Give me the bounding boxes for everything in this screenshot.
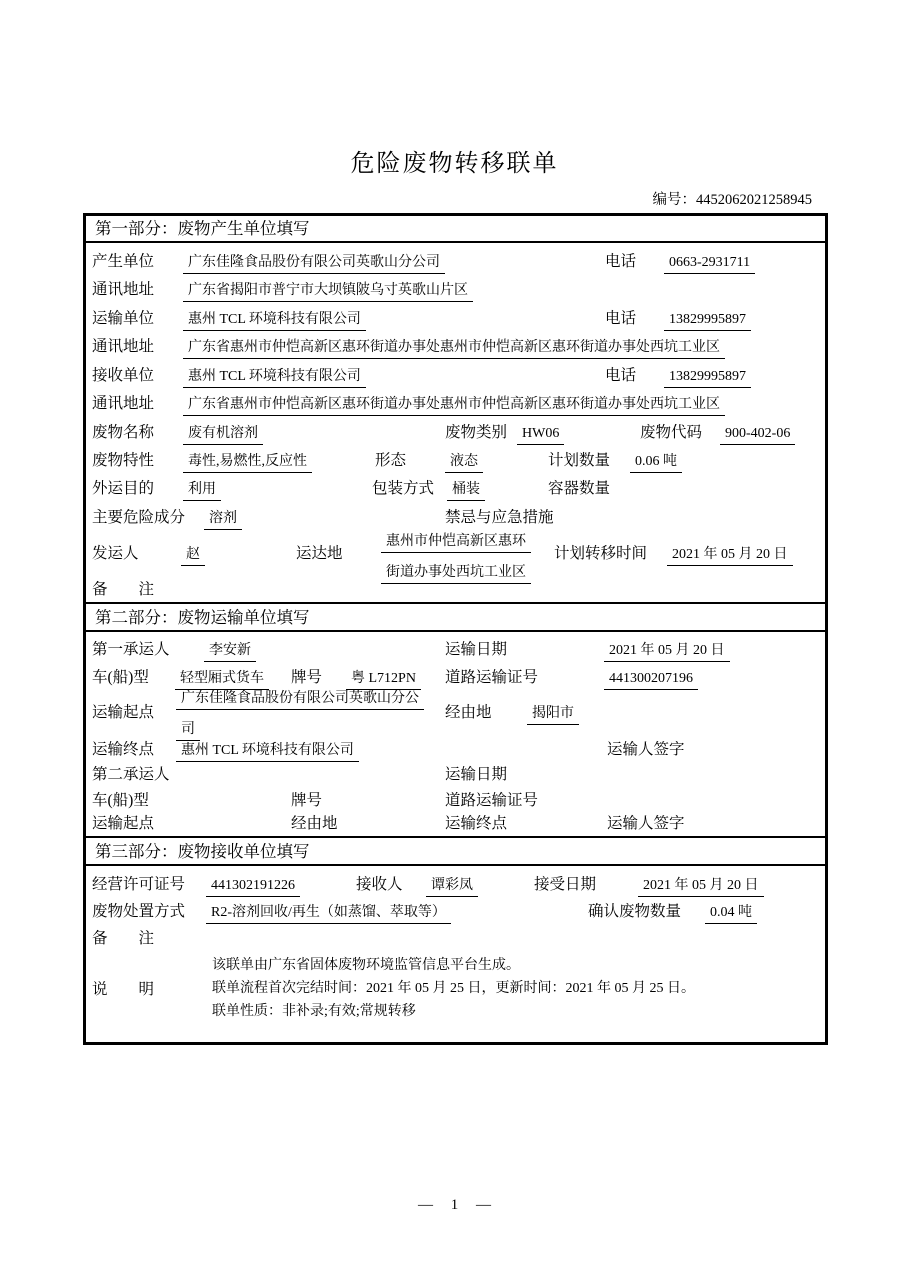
via-2-label: 经由地 xyxy=(291,815,338,832)
physical-form-label: 形态 xyxy=(375,452,407,469)
document-number-label: 编号： xyxy=(652,192,696,208)
emergency-measures-label: 禁忌与应急措施 xyxy=(445,509,554,526)
receiver-address-value: 广东省惠州市仲恺高新区惠环街道办事处惠州市仲恺高新区惠环街道办事处西坑工业区 xyxy=(183,396,725,416)
receiver-person-label: 接收人 xyxy=(356,876,403,893)
transporter-value: 惠州 TCL 环境科技有限公司 xyxy=(183,311,366,331)
destination-label: 运达地 xyxy=(296,545,343,562)
transporter-address-value: 广东省惠州市仲恺高新区惠环街道办事处惠州市仲恺高新区惠环街道办事处西坑工业区 xyxy=(183,339,725,359)
receiver-person-value: 谭彩凤 xyxy=(426,877,478,897)
terminus-2-label: 运输终点 xyxy=(445,815,508,832)
transporter-phone-value: 13829995897 xyxy=(664,311,751,331)
waste-name-value: 废有机溶剂 xyxy=(183,425,263,445)
first-carrier-label: 第一承运人 xyxy=(92,641,170,658)
carrier-sign-2-label: 运输人签字 xyxy=(607,815,685,832)
origin-1-value-line2: 司 xyxy=(176,721,200,741)
planned-quantity-label: 计划数量 xyxy=(548,452,611,469)
terminus-1-label: 运输终点 xyxy=(92,741,155,758)
planned-transfer-time-value: 2021 年 05 月 20 日 xyxy=(667,546,793,566)
physical-form-value: 液态 xyxy=(445,453,483,473)
waste-traits-label: 废物特性 xyxy=(92,452,155,469)
plate-no-1-value: 粤 L712PN xyxy=(346,670,421,690)
origin-2-label: 运输起点 xyxy=(92,815,155,832)
main-hazard-value: 溶剂 xyxy=(204,510,242,530)
receiver-value: 惠州 TCL 环境科技有限公司 xyxy=(183,368,366,388)
confirmed-quantity-value: 0.04 吨 xyxy=(705,904,757,924)
note-line2: 联单流程首次完结时间：2021 年 05 月 25 日，更新时间：2021 年 05 月 25 日。 xyxy=(212,981,695,996)
plate-no-1-label: 牌号 xyxy=(291,669,323,686)
consignor-value: 赵 xyxy=(181,546,205,566)
vehicle-type-1-value: 轻型厢式货车 xyxy=(175,670,269,690)
consignor-label: 发运人 xyxy=(92,545,139,562)
producer-label: 产生单位 xyxy=(92,253,155,270)
part3-header: 第三部分：废物接收单位填写 xyxy=(86,836,825,866)
document-title: 危险废物转移联单 xyxy=(350,151,559,177)
transfer-purpose-label: 外运目的 xyxy=(92,480,155,497)
first-carrier-value: 李安新 xyxy=(204,642,256,662)
part1-remark-label: 备 注 xyxy=(92,581,155,598)
transport-date-1-value: 2021 年 05 月 20 日 xyxy=(604,642,730,662)
packaging-label: 包装方式 xyxy=(372,480,435,497)
note-label: 说 明 xyxy=(92,981,155,998)
document-number-value: 4452062021258945 xyxy=(696,192,812,208)
producer-address-value: 广东省揭阳市普宁市大坝镇陂乌寸英歌山片区 xyxy=(183,282,473,302)
via-1-value: 揭阳市 xyxy=(527,705,579,725)
via-1-label: 经由地 xyxy=(445,704,492,721)
waste-category-value: HW06 xyxy=(517,425,564,445)
transporter-address-label: 通讯地址 xyxy=(92,338,155,355)
receive-date-value: 2021 年 05 月 20 日 xyxy=(638,877,764,897)
producer-value: 广东佳隆食品股份有限公司英歌山分公司 xyxy=(183,254,445,274)
disposal-method-value: R2-溶剂回收/再生（如蒸馏、萃取等） xyxy=(206,904,451,924)
destination-value-line1: 惠州市仲恺高新区惠环 xyxy=(381,533,531,553)
origin-1-value-line1: 广东佳隆食品股份有限公司英歌山分公 xyxy=(176,690,424,710)
receiver-label: 接收单位 xyxy=(92,367,155,384)
road-permit-2-label: 道路运输证号 xyxy=(445,792,539,809)
receiver-phone-value: 13829995897 xyxy=(664,368,751,388)
note-line1: 该联单由广东省固体废物环境监管信息平台生成。 xyxy=(212,958,520,973)
destination-value-line2: 街道办事处西坑工业区 xyxy=(381,564,531,584)
part2-header: 第二部分：废物运输单位填写 xyxy=(86,602,825,632)
transporter-phone-label: 电话 xyxy=(605,310,637,327)
document-number xyxy=(0,188,812,209)
vehicle-type-1-label: 车(船)型 xyxy=(92,669,149,686)
terminus-1-value: 惠州 TCL 环境科技有限公司 xyxy=(176,742,359,762)
planned-transfer-time-label: 计划转移时间 xyxy=(554,545,648,562)
confirmed-quantity-label: 确认废物数量 xyxy=(588,903,682,920)
transfer-purpose-value: 利用 xyxy=(183,481,221,501)
transporter-label: 运输单位 xyxy=(92,310,155,327)
origin-1-label: 运输起点 xyxy=(92,704,155,721)
receive-date-label: 接受日期 xyxy=(534,876,597,893)
vehicle-type-2-label: 车(船)型 xyxy=(92,792,149,809)
planned-quantity-value: 0.06 吨 xyxy=(630,453,682,473)
license-no-label: 经营许可证号 xyxy=(92,876,186,893)
container-count-label: 容器数量 xyxy=(548,480,611,497)
transport-date-2-label: 运输日期 xyxy=(445,766,508,783)
page-number: — 1 — xyxy=(418,1197,491,1213)
waste-category-label: 废物类别 xyxy=(445,424,508,441)
transport-date-1-label: 运输日期 xyxy=(445,641,508,658)
part1-header: 第一部分：废物产生单位填写 xyxy=(86,216,825,243)
note-line3: 联单性质：非补录;有效;常规转移 xyxy=(212,1004,416,1019)
waste-name-label: 废物名称 xyxy=(92,424,155,441)
waste-traits-value: 毒性,易燃性,反应性 xyxy=(183,453,312,473)
waste-code-value: 900-402-06 xyxy=(720,425,795,445)
road-permit-1-value: 441300207196 xyxy=(604,670,698,690)
waste-code-label: 废物代码 xyxy=(640,424,703,441)
plate-no-2-label: 牌号 xyxy=(291,792,323,809)
producer-address-label: 通讯地址 xyxy=(92,281,155,298)
carrier-sign-1-label: 运输人签字 xyxy=(607,741,685,758)
license-no-value: 441302191226 xyxy=(206,877,300,897)
second-carrier-label: 第二承运人 xyxy=(92,766,170,783)
receiver-address-label: 通讯地址 xyxy=(92,395,155,412)
main-hazard-label: 主要危险成分 xyxy=(92,509,186,526)
producer-phone-label: 电话 xyxy=(605,253,637,270)
part3-remark-label: 备 注 xyxy=(92,930,155,947)
packaging-value: 桶装 xyxy=(447,481,485,501)
road-permit-1-label: 道路运输证号 xyxy=(445,669,539,686)
receiver-phone-label: 电话 xyxy=(605,367,637,384)
disposal-method-label: 废物处置方式 xyxy=(92,903,186,920)
producer-phone-value: 0663-2931711 xyxy=(664,254,755,274)
